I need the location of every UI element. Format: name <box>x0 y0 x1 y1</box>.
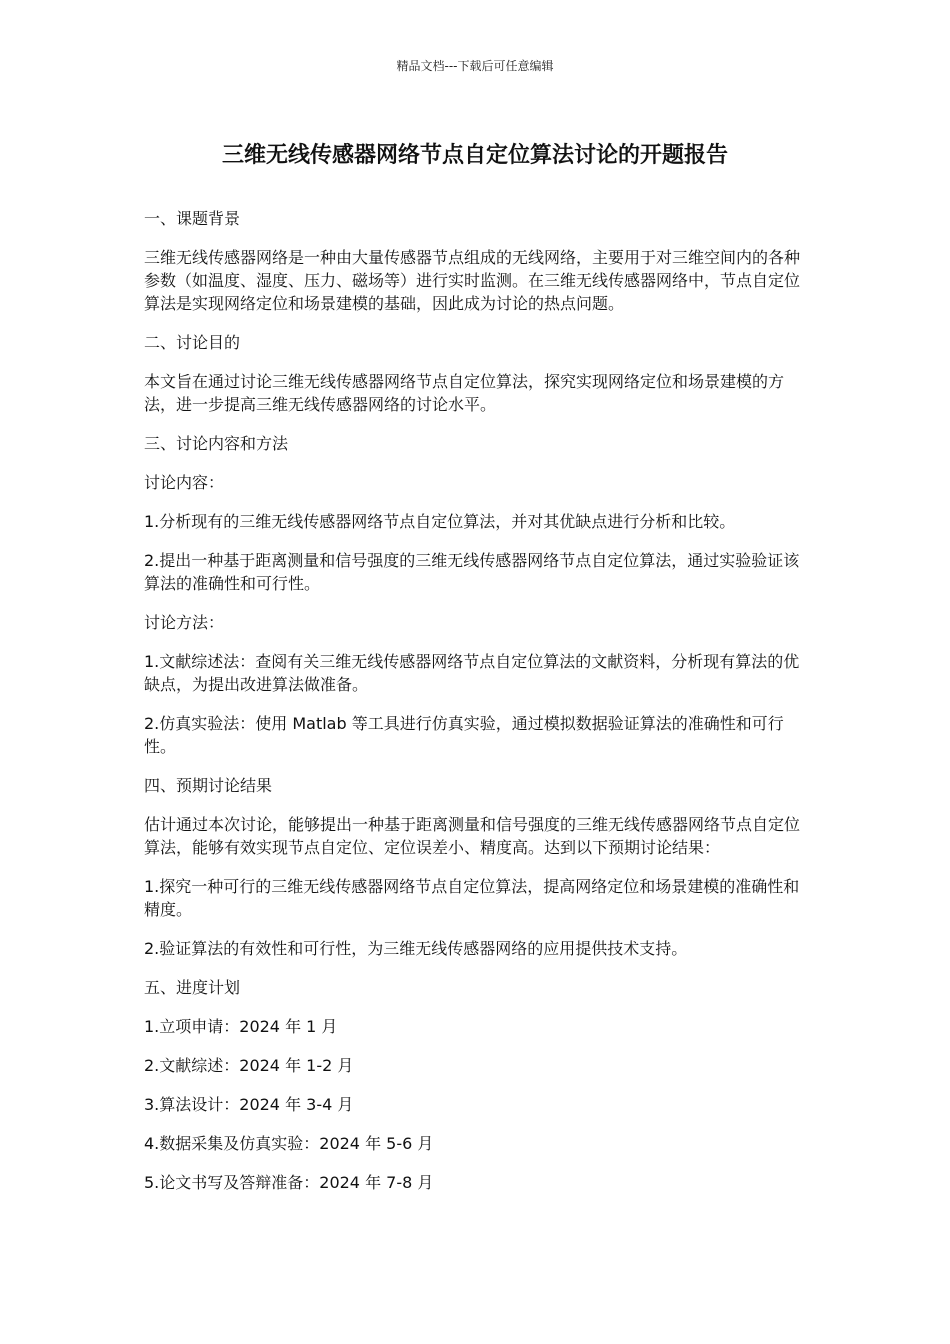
expected-item: 2.验证算法的有效性和可行性，为三维无线传感器网络的应用提供技术支持。 <box>144 939 688 958</box>
section-heading-expected: 四、预期讨论结果 <box>144 776 273 795</box>
schedule-item: 3.算法设计：2024 年 3-4 月 <box>144 1095 354 1114</box>
schedule-item: 1.立项申请：2024 年 1 月 <box>144 1017 338 1036</box>
schedule-item: 5.论文书写及答辩准备：2024 年 7-8 月 <box>144 1173 434 1192</box>
section-body-background: 三维无线传感器网络是一种由大量传感器节点组成的无线网络，主要用于对三维空间内的各种参数（如温度、湿度、压力、磁场等）进行实时监测。在三维无线传感器网络中，节点自定位算法是实现网络定位和场景建模的基础，因此成为讨论的热点问题。 <box>144 248 801 313</box>
content-label: 讨论内容： <box>144 473 225 492</box>
section-body-purpose: 本文旨在通过讨论三维无线传感器网络节点自定位算法，探究实现网络定位和场景建模的方法，进一步提高三维无线传感器网络的讨论水平。 <box>144 372 785 414</box>
method-item: 2.仿真实验法：使用 Matlab 等工具进行仿真实验，通过模拟数据验证算法的准确性和可行性。 <box>144 714 784 756</box>
schedule-item: 4.数据采集及仿真实验：2024 年 5-6 月 <box>144 1134 434 1153</box>
section-heading-content-method: 三、讨论内容和方法 <box>144 434 289 453</box>
method-item: 1.文献综述法：查阅有关三维无线传感器网络节点自定位算法的文献资料，分析现有算法的优缺点，为提出改进算法做准备。 <box>144 652 800 694</box>
expected-item: 1.探究一种可行的三维无线传感器网络节点自定位算法，提高网络定位和场景建模的准确性和精度。 <box>144 877 800 919</box>
header-note: 精品文档---下载后可任意编辑 <box>396 59 554 73</box>
schedule-item: 2.文献综述：2024 年 1-2 月 <box>144 1056 354 1075</box>
section-heading-schedule: 五、进度计划 <box>144 978 241 997</box>
section-body-expected: 估计通过本次讨论，能够提出一种基于距离测量和信号强度的三维无线传感器网络节点自定位算法，能够有效实现节点自定位、定位误差小、精度高。达到以下预期讨论结果： <box>144 815 801 857</box>
document-title: 三维无线传感器网络节点自定位算法讨论的开题报告 <box>221 143 728 168</box>
content-item: 1.分析现有的三维无线传感器网络节点自定位算法，并对其优缺点进行分析和比较。 <box>144 512 736 531</box>
content-item: 2.提出一种基于距离测量和信号强度的三维无线传感器网络节点自定位算法，通过实验验证该算法的准确性和可行性。 <box>144 551 800 593</box>
method-label: 讨论方法： <box>144 613 225 632</box>
section-heading-background: 一、课题背景 <box>144 209 241 228</box>
document-body <box>144 207 810 1210</box>
section-heading-purpose: 二、讨论目的 <box>144 333 241 352</box>
